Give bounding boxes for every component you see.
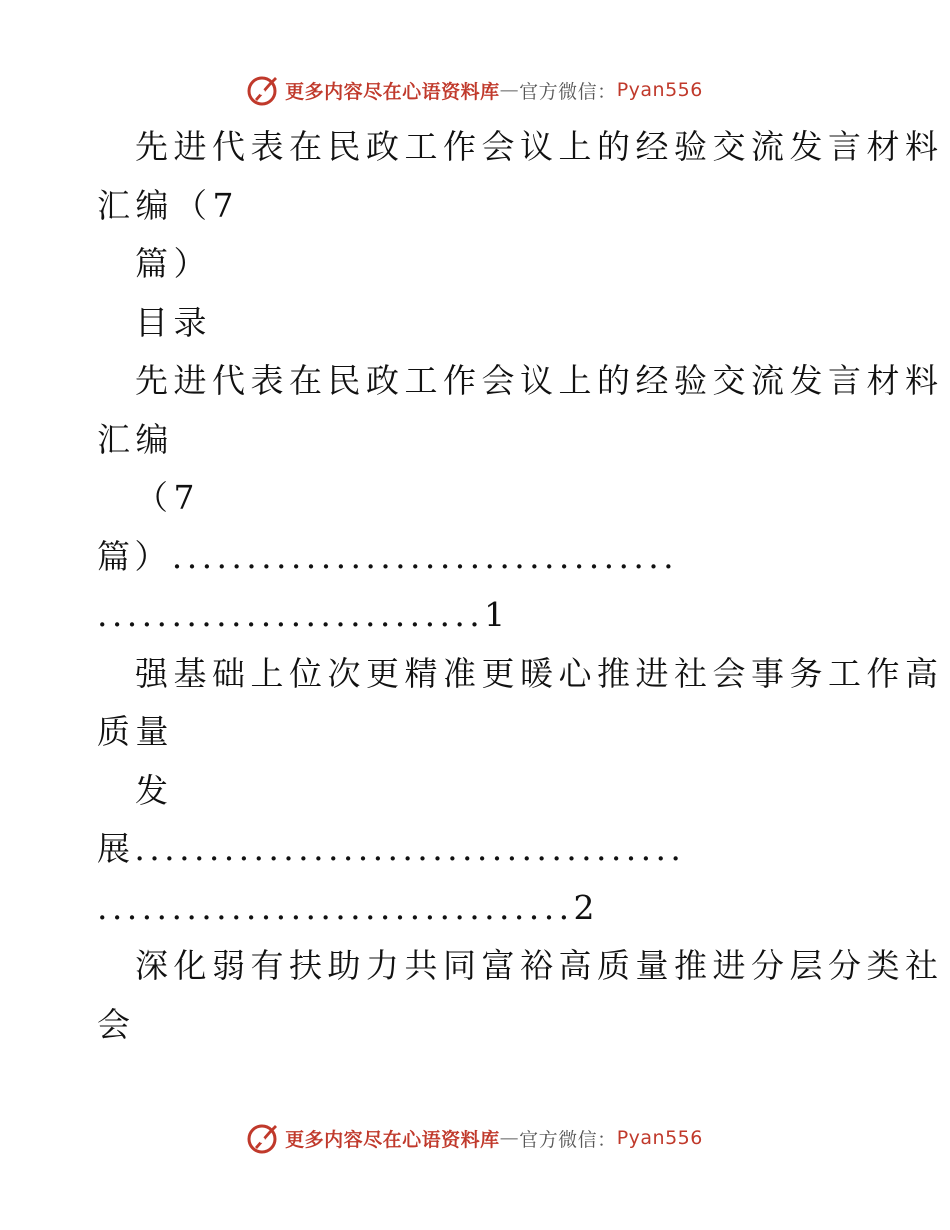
- toc-entry-3-line-2: 会: [97, 1004, 136, 1044]
- doc-title-line-2: 汇编（7: [97, 185, 239, 225]
- banner-main-text: 更多内容尽在心语资料库: [285, 80, 500, 103]
- toc-entry-2-page: ................................2: [97, 887, 599, 927]
- banner-separator: —: [499, 79, 520, 101]
- header-banner: [0, 70, 950, 110]
- document-body: [97, 118, 944, 1054]
- toc-entry-1-leader: 篇）..................................: [97, 536, 679, 576]
- toc-entry-1-line-1: 先进代表在民政工作会议上的经验交流发言材料: [135, 361, 944, 400]
- banner-wechat-id: Pyan556: [616, 1127, 703, 1149]
- toc-entry-2-line-3: 发: [135, 770, 174, 810]
- banner-wechat-label: 官方微信：: [519, 1128, 617, 1151]
- toc-entry-2-leader: 展.....................................: [97, 829, 686, 868]
- banner-wechat-label: 官方微信：: [519, 80, 617, 103]
- pen-logo-icon: [247, 73, 281, 107]
- toc-entry-3-line-1: 深化弱有扶助力共同富裕高质量推进分层分类社: [135, 946, 944, 985]
- footer-banner: [0, 1118, 950, 1158]
- doc-title-line-3: 篇）: [135, 244, 212, 283]
- toc-entry-1-line-3: （7: [135, 478, 200, 517]
- toc-entry-2-line-2: 质量: [97, 712, 174, 751]
- doc-title-line-1: 先进代表在民政工作会议上的经验交流发言材料: [135, 127, 944, 166]
- banner-wechat-id: Pyan556: [616, 79, 703, 101]
- toc-entry-2-line-1: 强基础上位次更精准更暖心推进社会事务工作高: [135, 653, 944, 693]
- banner-separator: —: [499, 1127, 520, 1149]
- banner-main-text: 更多内容尽在心语资料库: [285, 1128, 500, 1151]
- pen-logo-icon: [247, 1121, 281, 1155]
- toc-heading: 目录: [135, 302, 212, 342]
- toc-entry-1-line-2: 汇编: [97, 419, 174, 459]
- toc-entry-1-page: ..........................1: [97, 595, 510, 634]
